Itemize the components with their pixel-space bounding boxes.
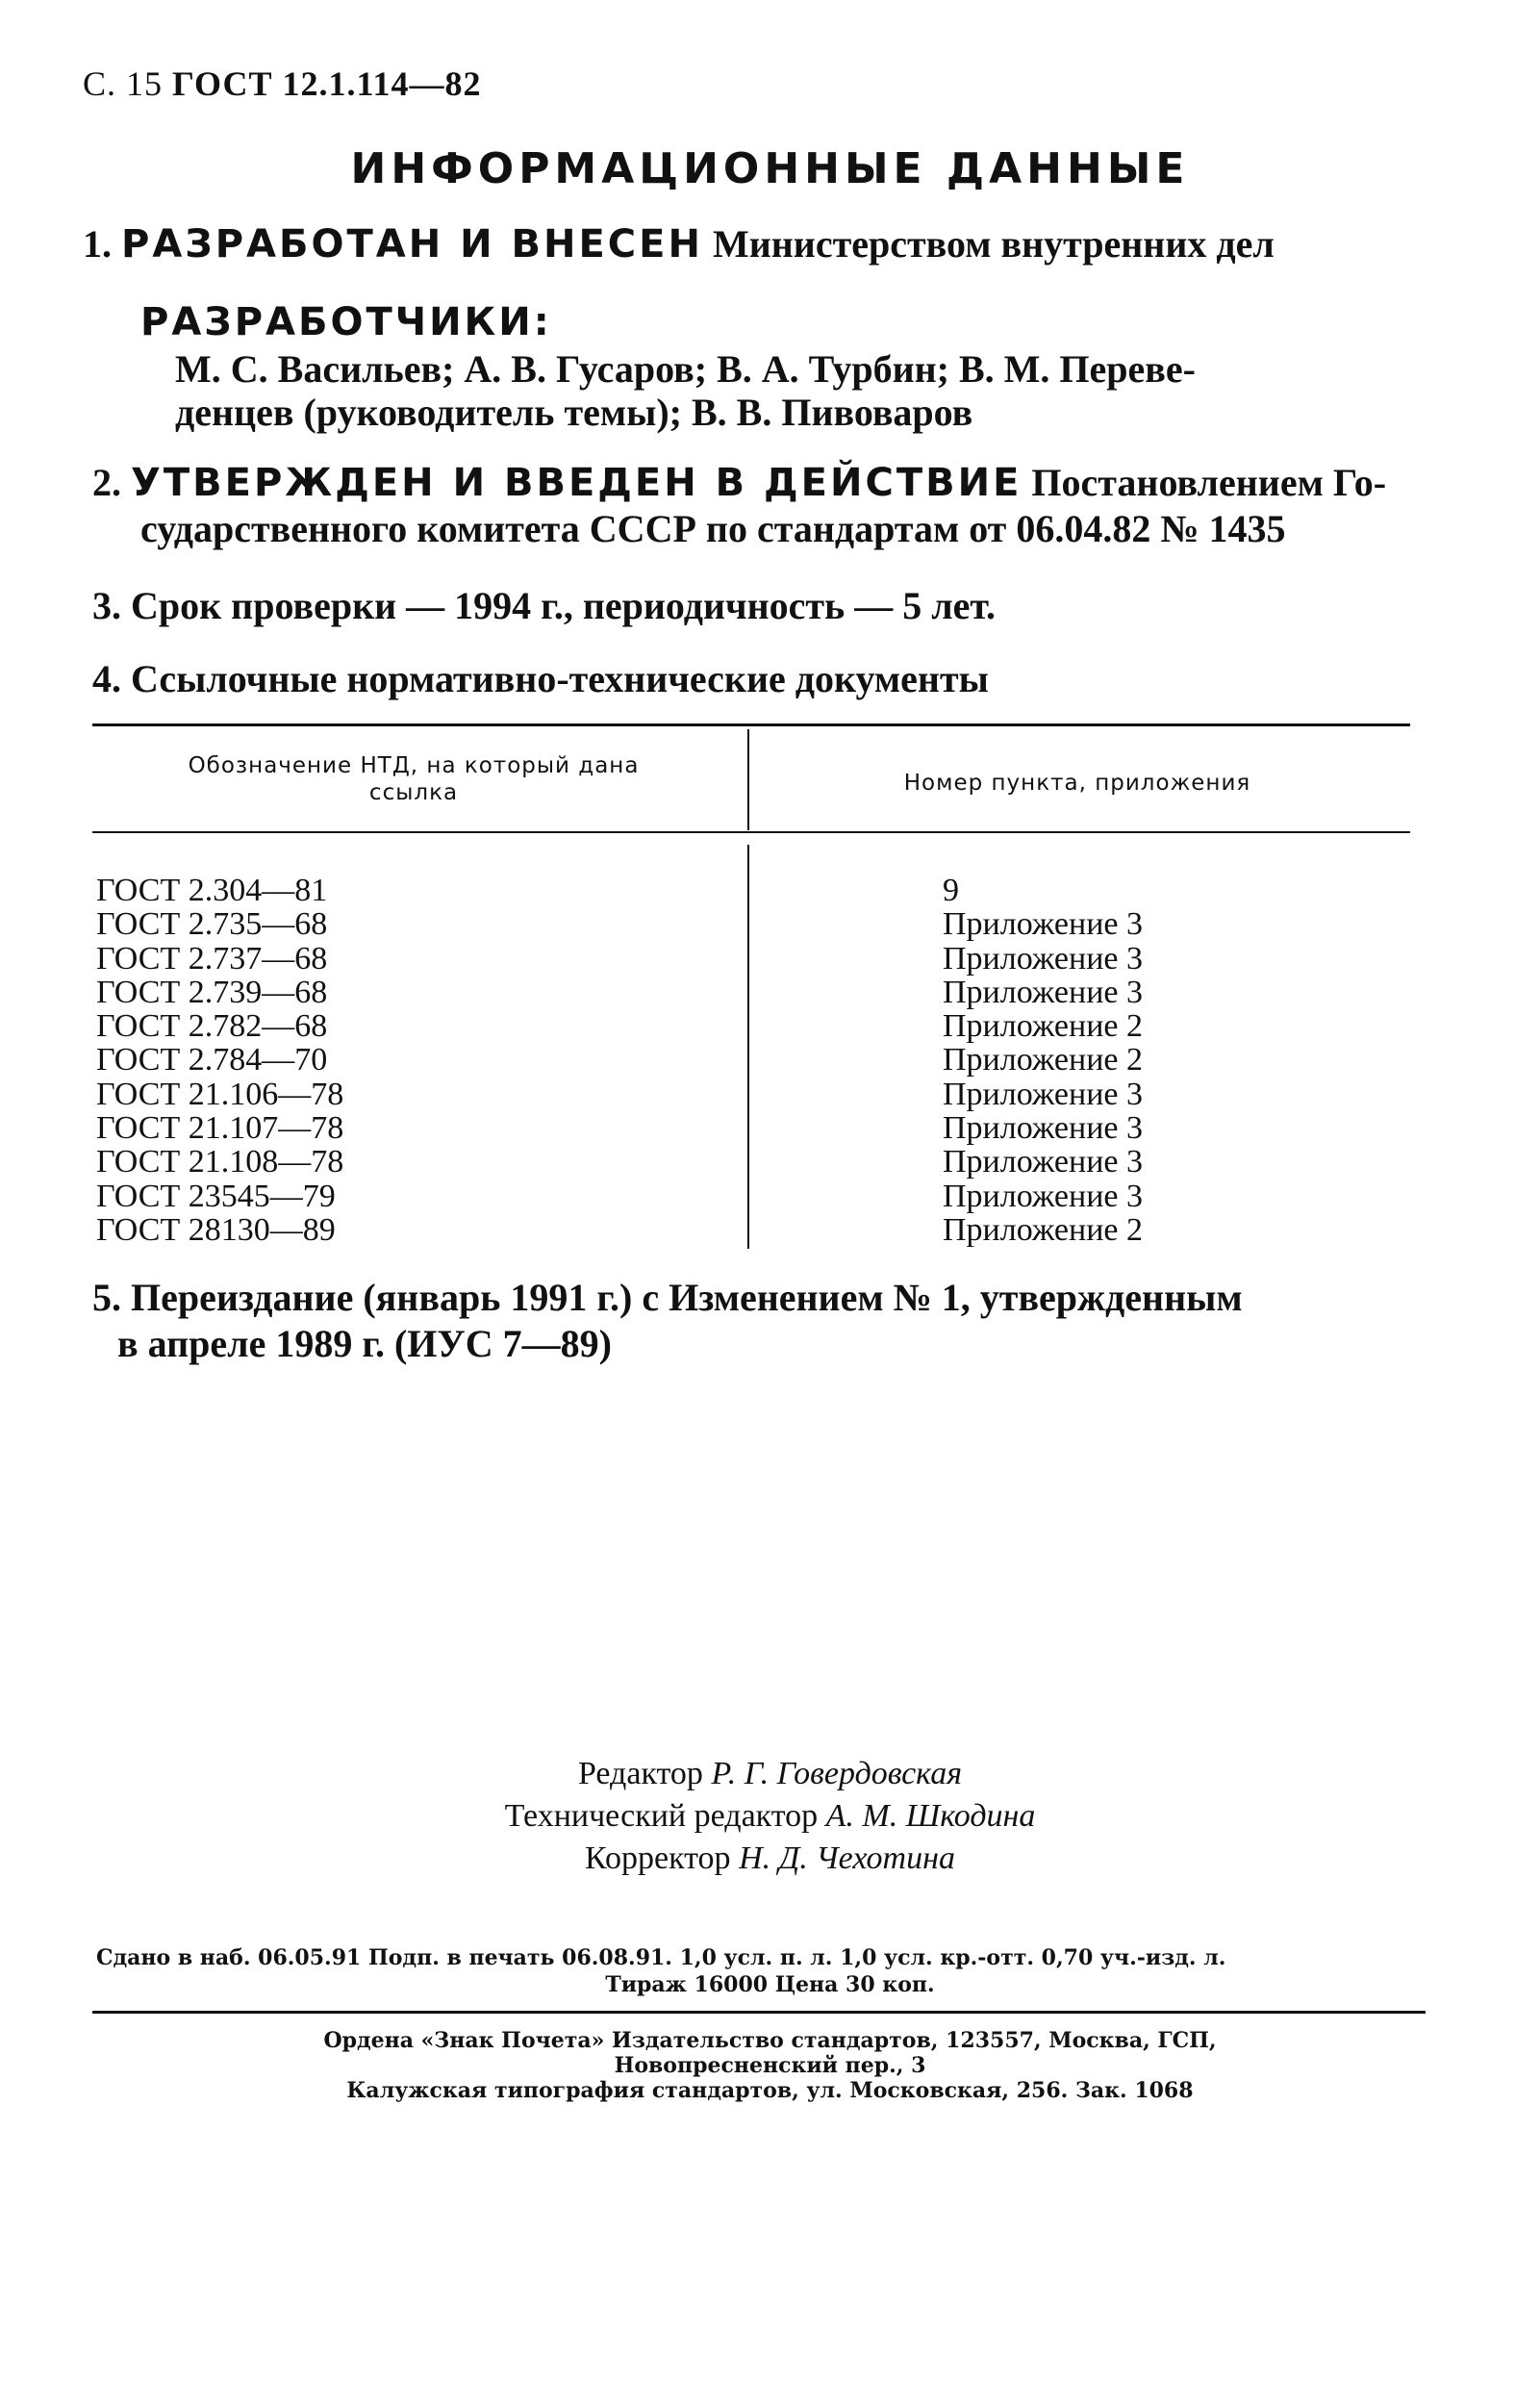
table-cell-designation: ГОСТ 21.108—78 — [96, 1144, 344, 1180]
table-cell-designation: ГОСТ 21.106—78 — [96, 1076, 344, 1112]
table-header-designation: Обозначение НТД, на который дана ссылка — [188, 753, 640, 805]
table-cell-clause: Приложение 3 — [943, 1110, 1143, 1147]
section-2-caps: УТВЕРЖДЕН И ВВЕДЕН В ДЕЙСТВИЕ — [131, 461, 1022, 505]
imprint-line-3: Ордена «Знак Почета» Издательство стандартов, 123557, Москва, ГСП, — [323, 2028, 1217, 2053]
table-cell-clause: Приложение 3 — [943, 940, 1143, 977]
staff-name: Н. Д. Чехотина — [739, 1840, 955, 1876]
imprint-rule — [92, 2011, 1426, 2014]
table-cell-clause: Приложение 3 — [943, 906, 1143, 943]
table-cell-designation: ГОСТ 2.784—70 — [96, 1042, 328, 1078]
staff-name: А. М. Шкодина — [825, 1798, 1036, 1834]
developers-line-1: М. С. Васильев; А. В. Гусаров; В. А. Турбин; В. М. Переве- — [175, 347, 1196, 391]
table-cell-designation: ГОСТ 28130—89 — [96, 1211, 336, 1248]
imprint-line-1: Сдано в наб. 06.05.91 Подп. в печать 06.08.91. 1,0 усл. п. л. 1,0 усл. кр.-отт. 0,70 уч.-изд. л. — [96, 1945, 1226, 1970]
imprint-line-2: Тираж 16000 Цена 30 коп. — [605, 1972, 935, 1997]
table-cell-designation: ГОСТ 23545—79 — [96, 1178, 336, 1214]
section-5-line-1: 5. Переиздание (январь 1991 г.) с Изменением № 1, утвержденным — [92, 1276, 1243, 1319]
table-cell-designation: ГОСТ 2.735—68 — [96, 906, 328, 943]
section-1-caps: РАЗРАБОТАН И ВНЕСЕН — [121, 222, 703, 266]
staff-name: Р. Г. Говердовская — [711, 1756, 963, 1791]
section-2-number: 2. — [92, 461, 121, 504]
page-number: 15 — [126, 64, 164, 103]
table-cell-clause: Приложение 3 — [943, 1178, 1143, 1214]
staff-editor — [0, 1753, 1540, 1795]
table-top-rule — [92, 723, 1410, 726]
section-5-line-2: в апреле 1989 г. (ИУС 7—89) — [117, 1322, 612, 1365]
section-1-text: Министерством внутренних дел — [712, 222, 1275, 266]
table-clause-column — [943, 874, 1143, 1247]
staff-role: Технический редактор — [504, 1798, 819, 1834]
table-body-divider — [747, 845, 749, 1249]
imprint-line-5: Калужская типография стандартов, ул. Московская, 256. Зак. 1068 — [346, 2078, 1194, 2103]
section-2-rest: Постановлением Го- — [1031, 461, 1387, 504]
section-1-number: 1. — [83, 222, 112, 266]
page-title: ИНФОРМАЦИОННЫЕ ДАННЫЕ — [350, 144, 1190, 193]
section-1-heading — [83, 221, 1275, 266]
section-2-line-2: сударственного комитета СССР по стандартам от 06.04.82 № 1435 — [140, 507, 1286, 550]
table-designation-column — [96, 874, 343, 1247]
table-cell-clause: Приложение 2 — [943, 1008, 1143, 1045]
developers-line-2: денцев (руководитель темы); В. В. Пивоваров — [175, 391, 973, 434]
table-cell-clause: Приложение 2 — [943, 1042, 1143, 1078]
table-cell-clause: 9 — [943, 873, 959, 908]
table-cell-designation: ГОСТ 2.782—68 — [96, 1008, 328, 1045]
table-cell-clause: Приложение 2 — [943, 1211, 1143, 1248]
table-cell-clause: Приложение 3 — [943, 1144, 1143, 1180]
table-cell-designation: ГОСТ 21.107—78 — [96, 1110, 344, 1147]
standard-number: ГОСТ 12.1.114—82 — [172, 64, 482, 103]
staff-corrector — [0, 1838, 1540, 1880]
page-prefix: С. — [83, 64, 117, 103]
section-3: 3. Срок проверки — 1994 г., периодичность — 5 лет. — [92, 584, 997, 627]
page-header — [83, 63, 482, 104]
table-header-rule — [92, 831, 1410, 833]
staff-role: Редактор — [577, 1756, 703, 1791]
table-cell-clause: Приложение 3 — [943, 974, 1143, 1010]
table-cell-designation: ГОСТ 2.739—68 — [96, 974, 328, 1010]
staff-technical-editor — [0, 1795, 1540, 1838]
staff-role: Корректор — [585, 1840, 731, 1876]
section-2-line-1 — [92, 460, 1386, 505]
table-cell-clause: Приложение 3 — [943, 1076, 1143, 1112]
imprint-line-4: Новопресненский пер., 3 — [614, 2053, 926, 2078]
developers-label: РАЗРАБОТЧИКИ: — [140, 300, 552, 344]
table-cell-designation: ГОСТ 2.304—81 — [96, 873, 328, 908]
table-header-divider — [747, 729, 749, 830]
table-cell-designation: ГОСТ 2.737—68 — [96, 940, 328, 977]
section-4: 4. Ссылочные нормативно-технические документы — [92, 657, 989, 700]
table-header-clause: Номер пункта, приложения — [903, 771, 1251, 796]
